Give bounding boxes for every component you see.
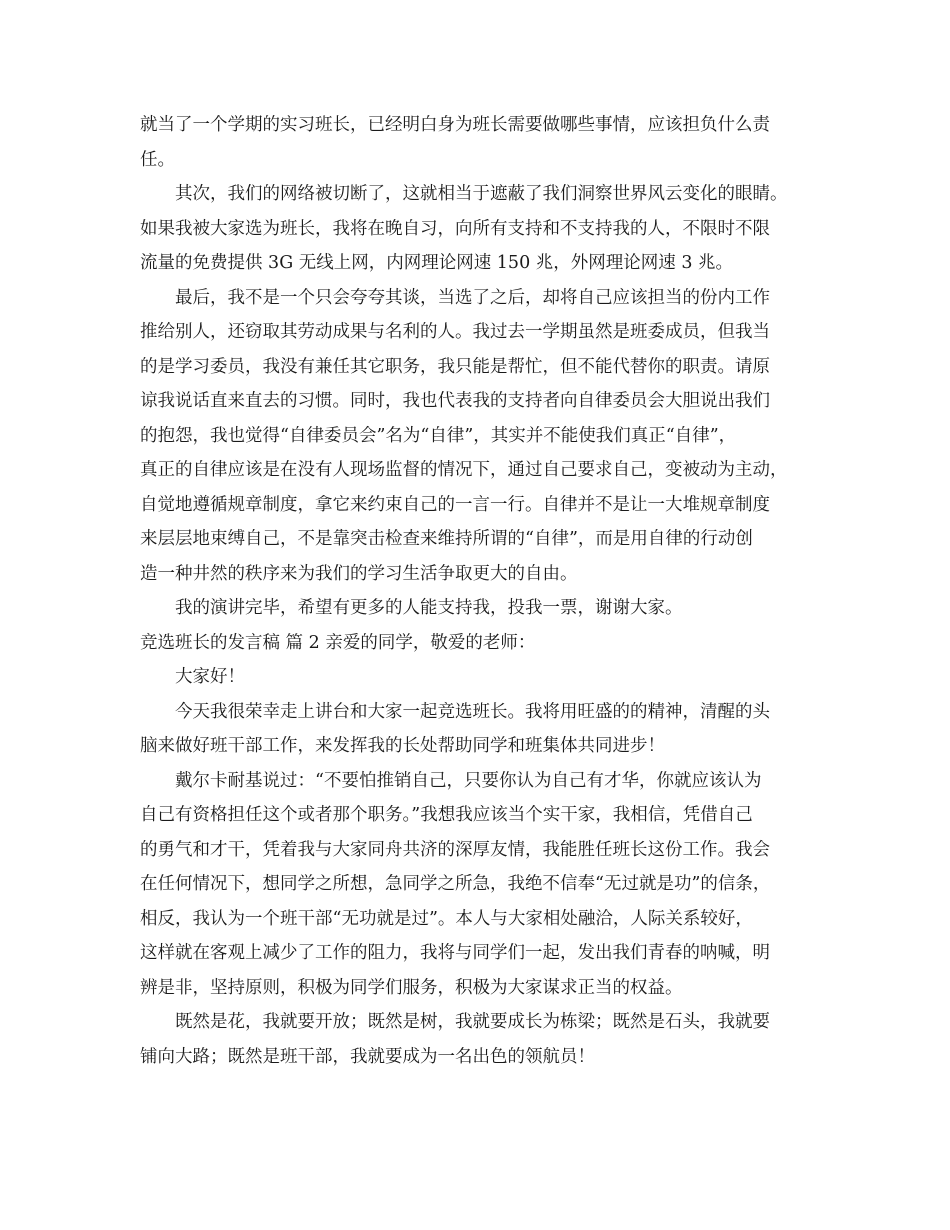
text-line: 就当了一个学期的实习班长，已经明白身为班长需要做哪些事情，应该担负什么责 [140, 115, 770, 135]
text-line: 自觉地遵循规章制度，拿它来约束自己的一言一行。自律并不是让一大堆规章制度 [140, 494, 770, 515]
text-line: 来层层地束缚自己，不是靠突击检查来维持所谓的“自律”，而是用自律的行动创 [140, 529, 753, 549]
text-line: 戴尔卡耐基说过：“不要怕推销自己，只要你认为自己有才华，你就应该认为 [175, 770, 762, 791]
text-line: 最后，我不是一个只会夸夸其谈，当选了之后，却将自己应该担当的份内工作 [175, 287, 770, 308]
text-line: 竞选班长的发言稿 篇 2 亲爱的同学，敬爱的老师： [140, 632, 536, 653]
text-line: 相反，我认为一个班干部“无功就是过”。本人与大家相处融洽，人际关系较好， [140, 908, 753, 929]
text-line: 任。 [140, 149, 175, 170]
text-line: 真正的自律应该是在没有人现场监督的情况下，通过自己要求自己，变被动为主动， [140, 460, 788, 480]
text-line: 谅我说话直来直去的习惯。同时，我也代表我的支持者向自律委员会大胆说出我们 [140, 391, 770, 411]
text-line: 铺向大路；既然是班干部，我就要成为一名出色的领航员！ [140, 1046, 595, 1067]
text-line: 造一种井然的秩序来为我们的学习生活争取更大的自由。 [140, 563, 578, 584]
text-line: 流量的免费提供 3G 无线上网，内网理论网速 150 兆，外网理论网速 3 兆。 [140, 253, 734, 273]
text-line: 推给别人，还窃取其劳动成果与名利的人。我过去一学期虽然是班委成员，但我当 [140, 322, 770, 342]
text-line: 这样就在客观上减少了工作的阻力，我将与同学们一起，发出我们青春的呐喊，明 [140, 943, 770, 963]
text-line: 我的演讲完毕，希望有更多的人能支持我，投我一票，谢谢大家。 [175, 598, 683, 618]
text-line: 的抱怨，我也觉得“自律委员会”名为“自律”，其实并不能使我们真正“自律”， [140, 425, 737, 446]
text-line: 如果我被大家选为班长，我将在晚自习，向所有支持和不支持我的人，不限时不限 [140, 218, 770, 239]
text-line: 其次，我们的网络被切断了，这就相当于遮蔽了我们洞察世界风云变化的眼睛。 [175, 184, 788, 204]
text-line: 自己有资格担任这个或者那个职务。”我想我应该当个实干家，我相信，凭借自己 [140, 805, 753, 825]
text-line: 既然是花，我就要开放；既然是树，我就要成长为栋梁；既然是石头，我就要 [175, 1012, 770, 1032]
text-line: 在任何情况下，想同学之所想，急同学之所急，我绝不信奉“无过就是功”的信条， [140, 874, 771, 894]
text-line: 今天我很荣幸走上讲台和大家一起竞选班长。我将用旺盛的的精神，清醒的头 [175, 701, 770, 722]
text-line: 的是学习委员，我没有兼任其它职务，我只能是帮忙，但不能代替你的职责。请原 [140, 356, 770, 377]
text-line: 大家好！ [175, 667, 245, 687]
document-body [140, 108, 830, 1074]
text-line: 脑来做好班干部工作，来发挥我的长处帮助同学和班集体共同进步！ [140, 736, 665, 756]
text-line: 的勇气和才干，凭着我与大家同舟共济的深厚友情，我能胜任班长这份工作。我会 [140, 839, 770, 860]
text-line: 辨是非，坚持原则，积极为同学们服务，积极为大家谋求正当的权益。 [140, 977, 683, 998]
